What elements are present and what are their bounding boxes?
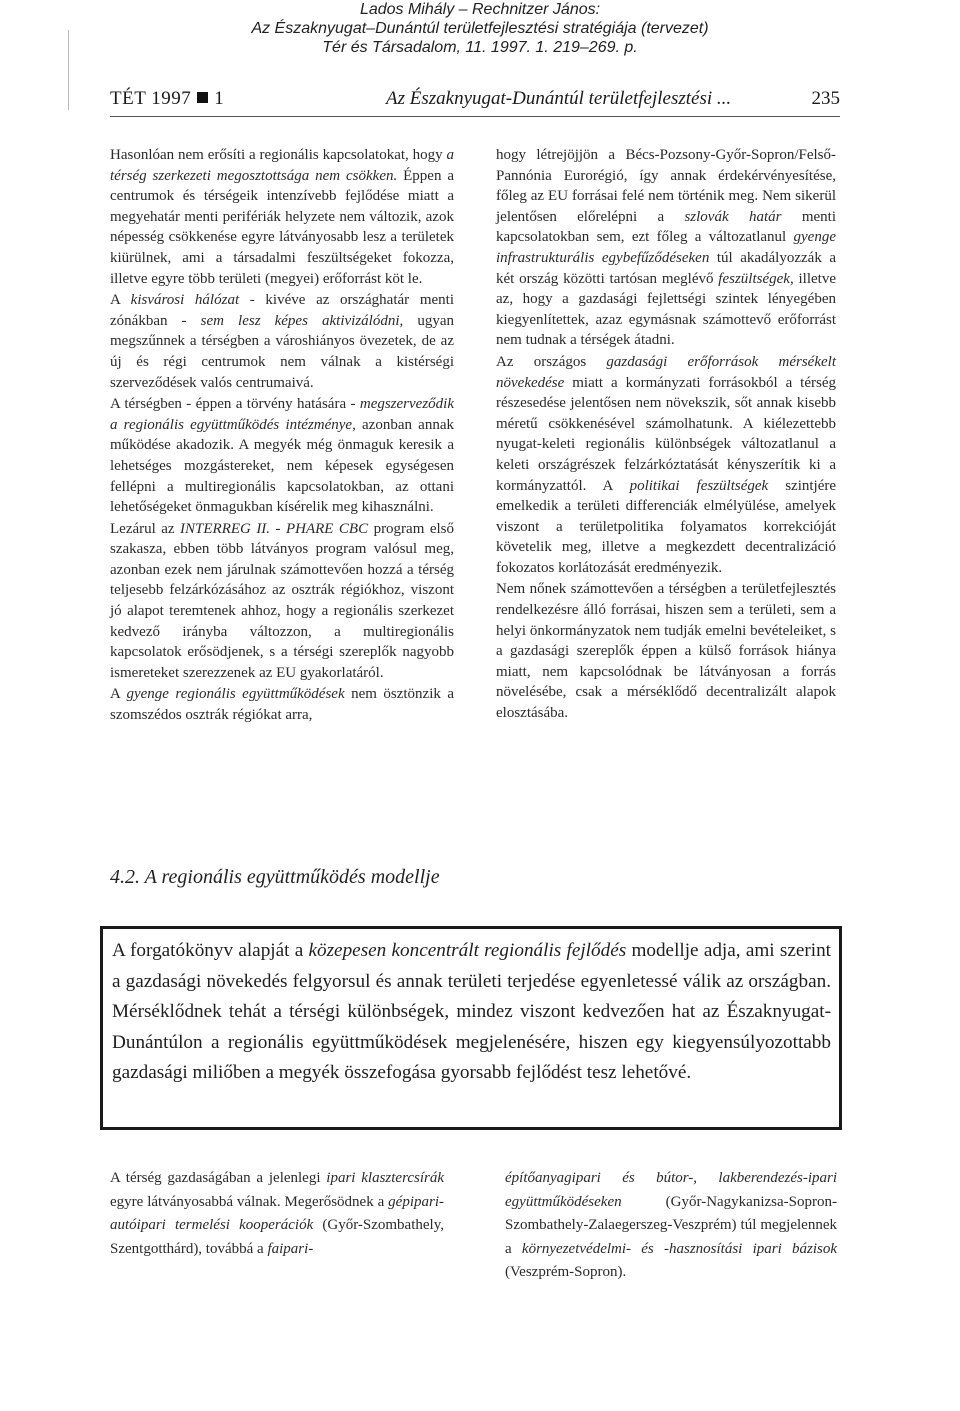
running-title: Az Északnyugat-Dunántúl területfejlesztési ... (386, 88, 732, 109)
citation-header (0, 0, 960, 57)
journal-issue (110, 86, 224, 112)
citation-source: Tér és Társadalom, 11. 1997. 1. 219–269. p. (322, 39, 638, 56)
paragraph: hogy létrejöjjön a Bécs-Pozsony-Győr-Sopron/Felső-Pannónia Eurorégió, így annak érdekérvényesítése, főleg az EU forrásai felé nem történik meg. Nem sikerül jelentősen előrelépni a szlovák határ menti kapcsolatokban sem, ezt főleg a változatlanul gyenge infrastrukturális egybefűződéseken túl akadályozzák a két ország közötti tartósan meglévő feszültségek, illetve az, hogy a gazdasági fejlettségi szintek lényegében kiegyenlítettek, azaz egymásnak számottevő erőforrást nem tudnak a térségek átadni. (496, 147, 837, 349)
paragraph: Hasonlóan nem erősíti a regionális kapcsolatokat, hogy a térség szerkezeti megosztottsága nem csökken. Éppen a centrumok és térségeik intenzívebb fejlődése miatt a megyehatár menti perifériák helyzete nem változik, azok népesség csökkenése egyre látványosabb lesz a területek kiürülnek, ami a társadalmi feszültségeket fokozza, illetve egyre több területi (megyei) erőforrást köt le. (110, 147, 455, 287)
paragraph: A térség gazdaságában a jelenlegi ipari klasztercsírák egyre látványosabbá válnak. Megerősödnek a gépipari-autóipari termelési kooperációk (Győr-Szombathely, Szentgotthárd), továbbá a faipari- (110, 1170, 445, 1257)
section-heading: 4.2. A regionális együttműködés modellje (110, 866, 440, 888)
issue-number: 1 (214, 88, 225, 109)
paragraph: Lezárul az INTERREG II. - PHARE CBC program első szakasza, ebben több látványos program valósul meg, azonban ezek nem járulnak számottevően hozzá a térség teljesebb felzárkózásához az osztrák régiókhoz, viszont jó alapot teremtenek ahhoz, hogy a regionális szerkezet kedvező irányba változzon, a multiregionális kapcsolatok erősödjenek, s a térségi szereplők nagyobb ismereteket szerezzenek az EU gyakorlatáról. (110, 520, 455, 681)
right-column (496, 145, 836, 724)
bottom-right-column (505, 1167, 837, 1285)
citation-title: Az Északnyugat–Dunántúl területfejlesztési stratégiája (tervezet) (251, 20, 709, 37)
citation-authors: Lados Mihály – Rechnitzer János: (359, 1, 601, 18)
paragraph: A kisvárosi hálózat - kivéve az országhatár menti zónákban - sem lesz képes aktivizálódni, ugyan megszűnnek a térségben a városhiányos övezetek, de az új és régi centrumok nem válnak a kistérségi szerveződések valós centrumaivá. (110, 292, 454, 391)
running-header (110, 86, 840, 117)
scenario-text: A forgatókönyv alapját a közepesen koncentrált regionális fejlődés modellje adja, ami szerint a gazdasági növekedés felgyorsul és annak területi terjedése egyenletessé válik az országban. Mérséklődnek tehát a térségi különbségek, mindez viszont kedvezően hat az Északnyugat-Dunántúlon a regionális együttműködések megjelenésére, hiszen egy kiegyensúlyozottabb gazdasági miliőben a megyék összefogása gyorsabb fejlődést tesz lehetővé. (112, 940, 831, 1084)
paragraph: Az országos gazdasági erőforrások mérsékelt növekedése miatt a kormányzati forrásokból a térség részesedése jelentősen nem növekszik, sőt annak kisebb méretű csökkenésével számolhatunk. A kiélezettebb nyugat-keleti regionális különbségek változatlanul a keleti országrészek felzárkóztatását kényszerítik ki a kormányzattól. A politikai feszültségek szintjére emelkedik a területi differenciák elmélyülése, amelyek viszont a területpolitika folyamatos korrekcióját követelik meg, illetve a megkezdett decentralizáció fokozatos korlátozását eredményezik. (496, 353, 837, 576)
square-bullet-icon (197, 92, 208, 103)
bottom-left-column (110, 1167, 444, 1261)
paragraph: Nem nőnek számottevően a térségben a területfejlesztés rendelkezésre álló forrásai, hiszen sem a területi, sem a helyi önkormányzatok nem tudják emelni bevételeiket, s a gazdasági szereplők éppen a külső források hiánya miatt, nem kapcsolódnak be látványosan a forrás növelésébe, csak a mérséklődő decentralizált alapok elosztásába. (496, 581, 836, 722)
paragraph: A térségben - éppen a törvény hatására - megszerveződik a regionális együttműködés intézménye, azonban annak működése akadozik. A megyék még önmaguk keresik a lehetséges mozgástereket, nem képesek egységesen fellépni a multiregionális kapcsolatokban, az ottani lehetőségeket önmagukban kísérelik meg kihasználni. (110, 396, 454, 516)
paragraph: A gyenge regionális együttműködések nem ösztönzik a szomszédos osztrák régiókat arra, (110, 686, 454, 724)
left-column (110, 145, 454, 726)
journal-name: TÉT 1997 (110, 88, 192, 109)
paragraph: építőanyagipari és bútor-, lakberendezés-ipari együttműködéseken (Győr-Nagykanizsa-Sopron-Szombathely-Zalaegerszeg-Veszprém) túl megjelennek a környezetvédelmi- és -hasznosítási ipari bázisok (Veszprém-Sopron). (505, 1170, 837, 1281)
page-number: 235 (811, 88, 840, 109)
scenario-box (100, 926, 842, 1130)
